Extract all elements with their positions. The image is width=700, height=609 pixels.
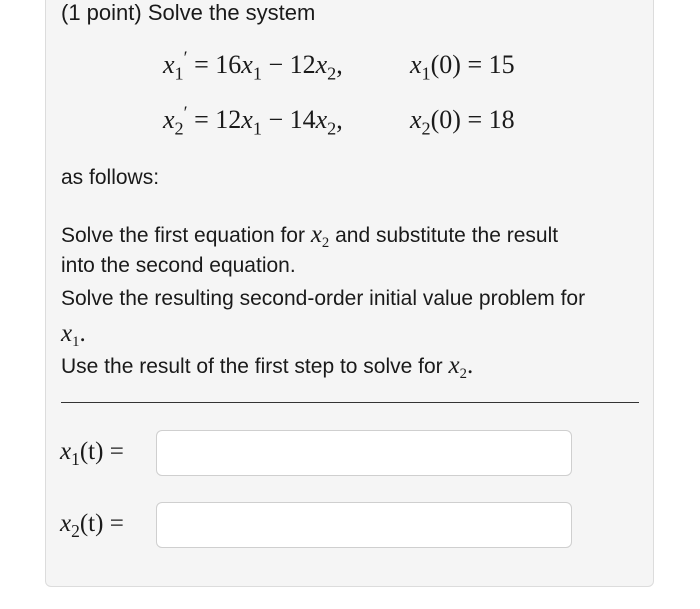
answer-x2-label: $x_2(t)$ =: [60, 510, 124, 542]
problem-header: [61, 0, 315, 26]
step-2-line-1: Solve the resulting second-order initial value problem for: [61, 287, 586, 310]
initial-condition-2: $x_2(0) = 18$: [410, 105, 515, 139]
instruction-label: Solve the system: [147, 0, 316, 25]
equation-2: $x_2' = 12x_1 - 14x_2$,: [163, 102, 343, 139]
section-divider: [61, 402, 639, 403]
initial-condition-1: $x_1(0) = 15$: [410, 50, 515, 84]
step-2-line-2: $x_1$.: [61, 320, 86, 351]
equation-1: $x_1' = 16x_1 - 12x_2$,: [163, 47, 343, 84]
answer-x1-input[interactable]: [156, 430, 572, 476]
points-label: (1 point): [61, 0, 142, 25]
step-3-line: Use the result of the first step to solve for $x_2$.: [61, 352, 474, 383]
step-1-line-1: Solve the first equation for $x_2$ and substitute the result: [61, 221, 559, 252]
step-1-line-2: into the second equation.: [61, 254, 296, 277]
answer-x2-input[interactable]: [156, 502, 572, 548]
as-follows-text: as follows:: [61, 166, 160, 189]
answer-x1-label: $x_1(t)$ =: [60, 438, 124, 470]
